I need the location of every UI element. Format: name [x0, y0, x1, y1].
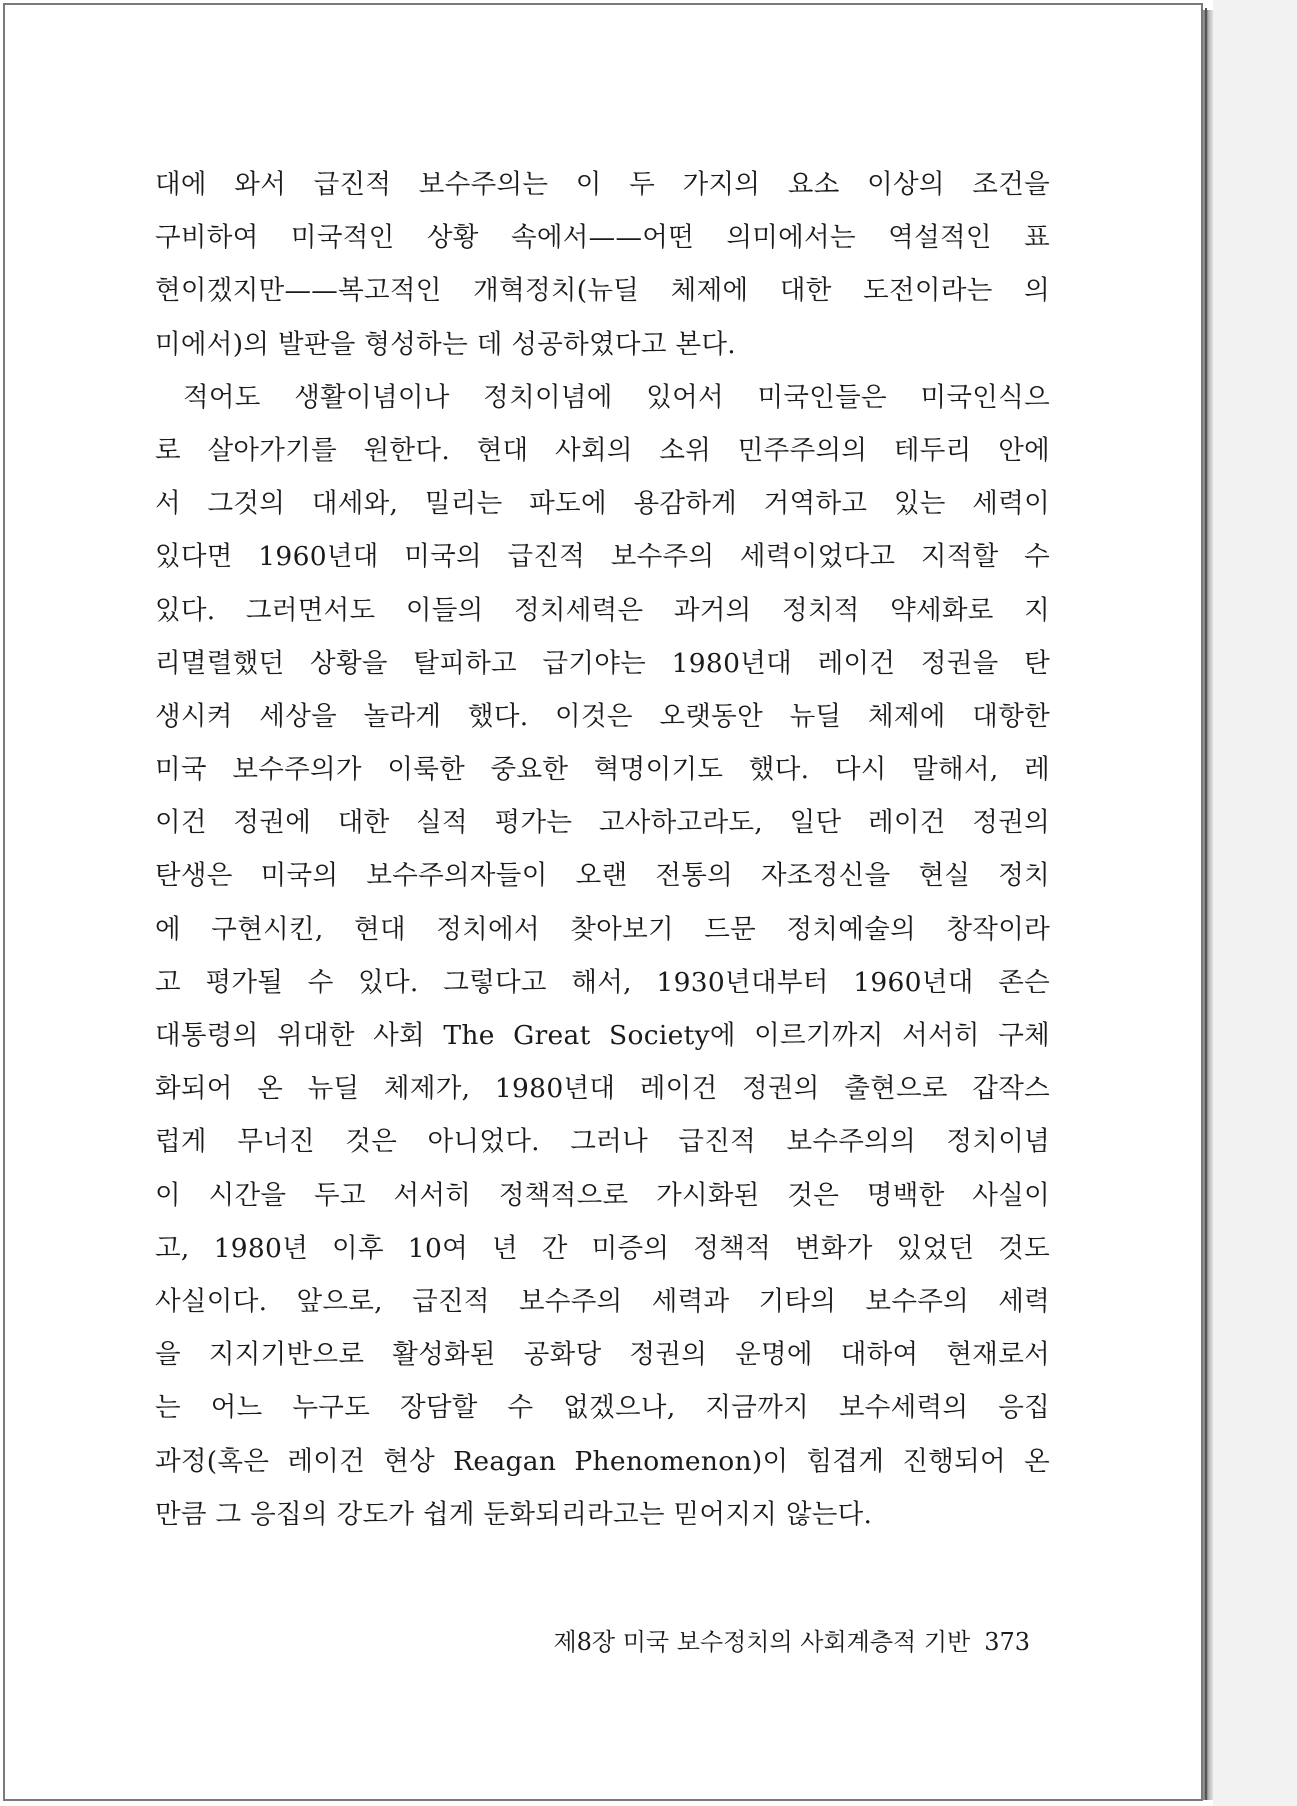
page-footer — [520, 1622, 1030, 1662]
text-line: 이건 정권에 대한 실적 평가는 고사하고라도, 일단 레이건 정권의 — [155, 807, 1050, 839]
text-line: 탄생은 미국의 보수주의자들이 오랜 전통의 자조정신을 현실 정치 — [155, 860, 1050, 892]
text-line: 구비하여 미국적인 상황 속에서——어떤 의미에서는 역설적인 표 — [155, 222, 1050, 254]
page-stack-edge-line — [1205, 8, 1207, 1800]
text-line: 럽게 무너진 것은 아니었다. 그러나 급진적 보수주의의 정치이념 — [155, 1126, 1050, 1158]
text-line: 리멸렬했던 상황을 탈피하고 급기야는 1980년대 레이건 정권을 탄 — [155, 647, 1050, 679]
page-margin-background — [1213, 0, 1297, 1806]
text-line: 대에 와서 급진적 보수주의는 이 두 가지의 요소 이상의 조건을 — [155, 169, 1050, 200]
text-line: 화되어 온 뉴딜 체제가, 1980년대 레이건 정권의 출현으로 갑작스 — [155, 1073, 1050, 1105]
text-line: 고 평가될 수 있다. 그렇다고 해서, 1930년대부터 1960년대 존슨 — [155, 966, 1050, 998]
text-line: 이 시간을 두고 서서히 정책적으로 가시화된 것은 명백한 사실이 — [155, 1179, 1050, 1211]
text-line: 생시켜 세상을 놀라게 했다. 이것은 오랫동안 뉴딜 체제에 대항한 — [155, 700, 1050, 732]
text-line: 에 구현시킨, 현대 정치에서 찾아보기 드문 정치예술의 창작이라 — [155, 913, 1050, 945]
text-line: 현이겠지만——복고적인 개혁정치(뉴딜 체제에 대한 도전이라는 의 — [155, 275, 1050, 307]
text-line: 서 그것의 대세와, 밀리는 파도에 용감하게 거역하고 있는 세력이 — [155, 488, 1050, 520]
running-head: 제8장 미국 보수정치의 사회계층적 기반 — [553, 1628, 971, 1656]
text-line: 사실이다. 앞으로, 급진적 보수주의 세력과 기타의 보수주의 세력 — [155, 1285, 1050, 1317]
text-line: 로 살아가기를 원한다. 현대 사회의 소위 민주주의의 테두리 안에 — [155, 434, 1050, 466]
page-number: 373 — [984, 1628, 1030, 1656]
text-line: 있다. 그러면서도 이들의 정치세력은 과거의 정치적 약세화로 지 — [155, 594, 1050, 626]
text-line: 있다면 1960년대 미국의 급진적 보수주의 세력이었다고 지적할 수 — [155, 541, 1050, 573]
text-line: 대통령의 위대한 사회 The Great Society에 이르기까지 서서히 구체 — [155, 1020, 1050, 1051]
body-text — [155, 158, 1050, 1541]
text-line: 미국 보수주의가 이룩한 중요한 혁명이기도 했다. 다시 말해서, 레 — [155, 754, 1050, 786]
text-line: 미에서)의 발판을 형성하는 데 성공하였다고 본다. — [155, 328, 736, 360]
text-line: 만큼 그 응집의 강도가 쉽게 둔화되리라고는 믿어지지 않는다. — [155, 1498, 873, 1530]
text-line: 는 어느 누구도 장담할 수 없겠으나, 지금까지 보수세력의 응집 — [155, 1392, 1050, 1424]
text-line: 과정(혹은 레이건 현상 Reagan Phenomenon)이 힘겹게 진행되어 온 — [155, 1445, 1050, 1477]
text-line: 고, 1980년 이후 10여 년 간 미증의 정책적 변화가 있었던 것도 — [155, 1232, 1050, 1264]
text-line: 을 지지기반으로 활성화된 공화당 정권의 운명에 대하여 현재로서 — [155, 1339, 1050, 1371]
text-line: 적어도 생활이념이나 정치이념에 있어서 미국인들은 미국인식으 — [183, 381, 1050, 413]
